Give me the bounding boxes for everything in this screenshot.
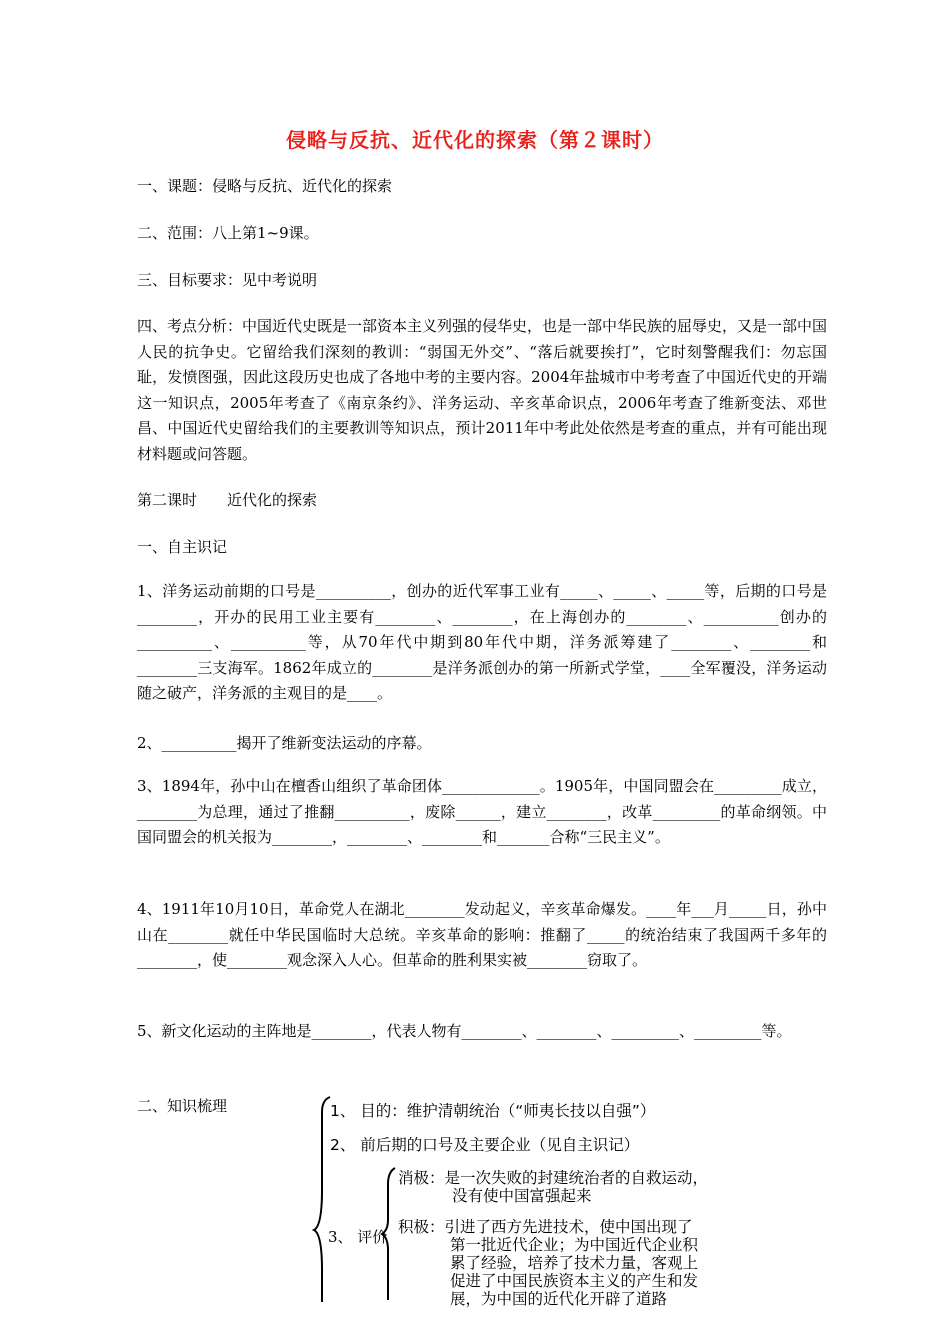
section-analysis: 四、考点分析：中国近代史既是一部资本主义列强的侵华史，也是一部中华民族的屈辱史，又是一部中国人民的抗争史。它留给我们深刻的教训：“弱国无外交”、“落后就要挨打”，它时刻警醒我们：勿忘国耻，发愤图强，因此这段历史也成了各地中考的主要内容。2004年盐城市中考考查了中国近代史的开端这一知识点，2005年考查了《南京条约》、洋务运动、辛亥革命识点，2006年考查了维新变法、邓世昌、中国近代史留给我们的主要教训等知识点，预计2011年中考此处依然是考查的重点，并有可能出现材料题或问答题。 (137, 317, 828, 463)
section-scope: 二、范围：八上第1~9课。 (137, 224, 319, 242)
evaluation-negative-line1: 消极：是一次失败的封建统治者的自救运动， (398, 1169, 709, 1187)
evaluation-positive-line5: 展，为中国的近代化开辟了道路 (450, 1290, 668, 1308)
part2-heading: 二、知识梳理 (137, 1097, 228, 1115)
question-2: 2、__________揭开了维新变法运动的序幕。 (137, 734, 432, 752)
evaluation-positive-line2: 第一批近代企业；为中国近代企业积 (450, 1236, 699, 1254)
diagram-item-purpose: 1、 目的：维护清朝统治（“师夷长技以自强”） (330, 1102, 656, 1120)
section-goals: 三、目标要求：见中考说明 (137, 271, 318, 289)
evaluation-negative-line2: 没有使中国富强起来 (452, 1187, 592, 1205)
evaluation-positive-line3: 累了经验，培养了技术力量，客观上 (450, 1254, 699, 1272)
question-1: 1、洋务运动前期的口号是__________，创办的近代军事工业有_____、_____、_____等，后期的口号是________，开办的民用工业主要有________、________，在上海创办的________、__________创办的__________、__________等，从70年代中期到80年代中期，洋务派筹建了________、________和________三支海军。1862年成立的________是洋务派创办的第一所新式学堂，____全军覆没，洋务运动随之破产，洋务派的主观目的是____。 (137, 582, 827, 702)
page-title: 侵略与反抗、近代化的探索（第２课时） (286, 128, 664, 152)
evaluation-positive-line1: 积极：引进了西方先进技术，使中国出现了 (398, 1218, 693, 1236)
outer-brace (314, 1097, 330, 1302)
lesson-heading: 第二课时 近代化的探索 (137, 491, 318, 509)
evaluation-positive-line4: 促进了中国民族资本主义的产生和发 (450, 1272, 699, 1290)
diagram-item-evaluation: 3、 评价 (328, 1228, 388, 1246)
diagram-item-slogans: 2、 前后期的口号及主要企业（见自主识记） (330, 1136, 640, 1154)
question-3: 3、1894年，孙中山在檀香山组织了革命团体_____________。1905年，中国同盟会在_________成立，________为总理，通过了推翻__________，废除______，建立________，改革_________的革命纲领。中国同盟会的机关报为________，________、________和_______合称“三民主义”。 (137, 777, 827, 846)
part1-heading: 一、自主识记 (137, 538, 228, 556)
question-4: 4、1911年10月10日，革命党人在湖北________发动起义，辛亥革命爆发。____年___月_____日，孙中山在________就任中华民国临时大总统。辛亥革命的影响：推翻了_____的统治结束了我国两千多年的________，使________观念深入人心。但革命的胜利果实被________窃取了。 (137, 900, 827, 969)
question-5: 5、新文化运动的主阵地是________，代表人物有________、________、_________、_________等。 (137, 1022, 792, 1040)
section-topic: 一、课题：侵略与反抗、近代化的探索 (137, 177, 393, 195)
